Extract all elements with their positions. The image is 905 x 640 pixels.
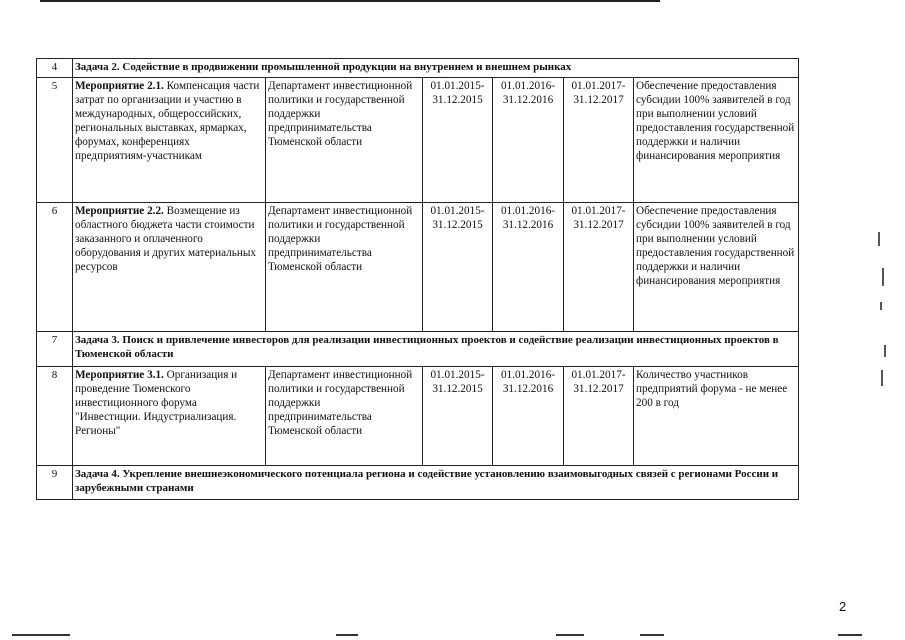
row-number: 9 <box>37 466 73 500</box>
period-2017: 01.01.2017-31.12.2017 <box>564 367 634 466</box>
period-2015: 01.01.2015-31.12.2015 <box>423 367 493 466</box>
bottom-scan-line <box>838 634 862 636</box>
result-cell: Обеспечение предоставления субсидии 100% заявителей в год при выполнении условий предоставления государственной поддержки и наличии финансирования мероприятия <box>634 203 799 332</box>
measure-cell <box>73 367 266 466</box>
measures-table <box>36 58 799 500</box>
measure-title: Мероприятие 3.1. <box>75 369 164 381</box>
scan-artifact <box>884 345 886 357</box>
executor-cell: Департамент инвестиционной политики и государственной поддержки предпринимательства Тюменской области <box>266 78 423 203</box>
result-cell: Обеспечение предоставления субсидии 100% заявителей в год при выполнении условий предоставления государственной поддержки и наличии финансирования мероприятия <box>634 78 799 203</box>
scan-artifact <box>880 302 882 310</box>
result-cell: Количество участников предприятий форума - не менее 200 в год <box>634 367 799 466</box>
period-2017: 01.01.2017-31.12.2017 <box>564 78 634 203</box>
measure-text: Возмещение из областного бюджета части стоимости заказанного и оплаченного оборудования и других материальных ресурсов <box>75 205 256 273</box>
measure-cell <box>73 78 266 203</box>
scan-artifact <box>878 232 880 246</box>
measure-cell <box>73 203 266 332</box>
scan-artifact <box>881 370 883 386</box>
measure-title: Мероприятие 2.2. <box>75 205 164 217</box>
period-2017: 01.01.2017-31.12.2017 <box>564 203 634 332</box>
task-heading: Задача 3. Поиск и привлечение инвесторов для реализации инвестиционных проектов и содействие реализации инвестиционных проектов в Тюменской области <box>73 332 799 367</box>
period-2016: 01.01.2016-31.12.2016 <box>493 367 564 466</box>
table-row <box>37 367 799 466</box>
row-number: 7 <box>37 332 73 367</box>
table-row <box>37 332 799 367</box>
top-border-line <box>40 0 660 2</box>
measure-text: Компенсация части затрат по организации и участию в международных, общероссийских, региональных выставках, ярмарках, форумах, конференциях предприятиям-участникам <box>75 80 260 162</box>
table-row <box>37 59 799 78</box>
executor-cell: Департамент инвестиционной политики и государственной поддержки предпринимательства Тюменской области <box>266 203 423 332</box>
task-heading: Задача 2. Содействие в продвижении промышленной продукции на внутреннем и внешнем рынках <box>73 59 799 78</box>
executor-cell: Департамент инвестиционной политики и государственной поддержки предпринимательства Тюменской области <box>266 367 423 466</box>
scan-artifact <box>882 268 884 286</box>
row-number: 6 <box>37 203 73 332</box>
period-2015: 01.01.2015-31.12.2015 <box>423 203 493 332</box>
table-row <box>37 203 799 332</box>
period-2015: 01.01.2015-31.12.2015 <box>423 78 493 203</box>
period-2016: 01.01.2016-31.12.2016 <box>493 203 564 332</box>
table-row <box>37 78 799 203</box>
measure-text: Организация и проведение Тюменского инвестиционного форума "Инвестиции. Индустриализация. Регионы" <box>75 369 238 437</box>
table-row <box>37 466 799 500</box>
task-heading: Задача 4. Укрепление внешнеэкономического потенциала региона и содействие установлению взаимовыгодных связей с регионами России и зарубежными странами <box>73 466 799 500</box>
bottom-scan-line <box>556 634 584 636</box>
measure-title: Мероприятие 2.1. <box>75 80 164 92</box>
bottom-scan-line <box>12 634 70 636</box>
row-number: 4 <box>37 59 73 78</box>
row-number: 5 <box>37 78 73 203</box>
bottom-scan-line <box>336 634 358 636</box>
row-number: 8 <box>37 367 73 466</box>
page-number: 2 <box>839 599 847 614</box>
period-2016: 01.01.2016-31.12.2016 <box>493 78 564 203</box>
bottom-scan-line <box>640 634 664 636</box>
